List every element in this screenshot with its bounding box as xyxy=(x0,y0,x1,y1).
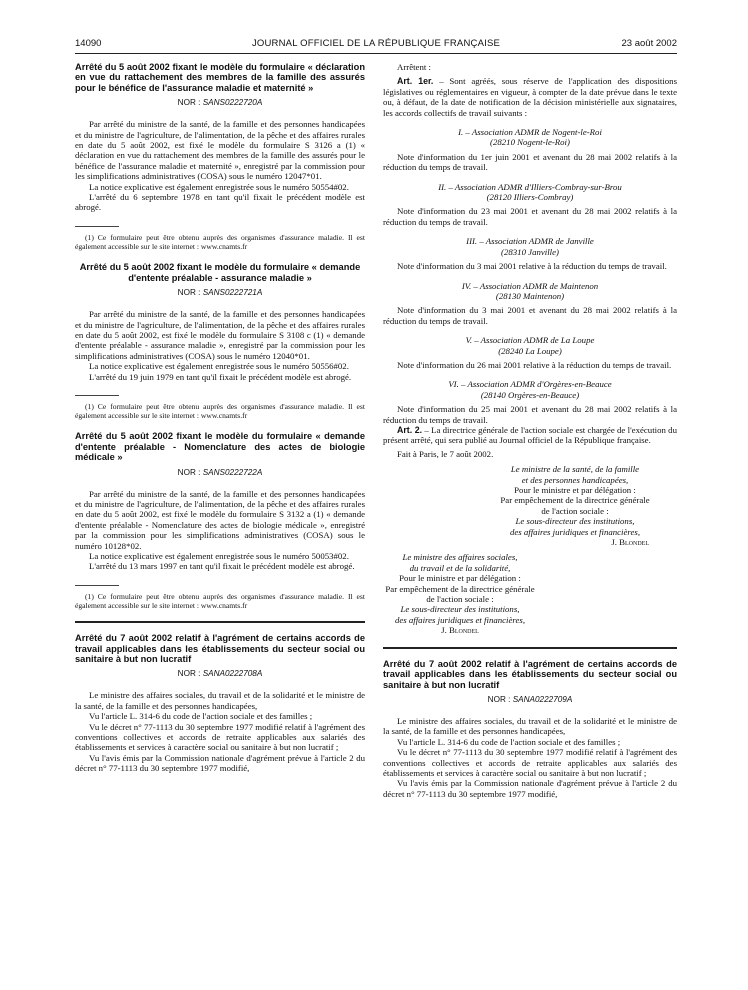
nor-reference: NOR : SANS0222720A xyxy=(177,98,263,108)
association-heading: IV. – Association ADMR de Maintenon xyxy=(461,280,599,291)
decree-paragraph: L'arrêté du 6 septembre 1978 en tant qu'il fixait le précédent modèle est abrogé. xyxy=(75,192,365,213)
page-header xyxy=(75,38,677,52)
agreement-note: Note d'information du 1er juin 2001 et avenant du 28 mai 2002 relatifs à la réduction du temps de travail. xyxy=(383,151,677,173)
agreement-list xyxy=(383,118,677,425)
article-2: Art. 2. – La directrice générale de l'action sociale est chargée de l'exécution du présent arrêté, qui sera publié au Journal officiel de la République française. xyxy=(383,424,677,446)
agreement-note: Note d'information du 25 mai 2001 et avenant du 28 mai 2002 relatifs à la réduction du temps de travail. xyxy=(383,404,677,425)
article-label: Art. 1er. xyxy=(397,76,434,87)
decree-paragraph: La notice explicative est également enregistrée sous le numéro 50554#02. xyxy=(89,181,349,192)
decree-1 xyxy=(75,62,365,251)
association-postcode: (28240 La Loupe) xyxy=(498,345,562,356)
right-column xyxy=(383,62,677,799)
signature-block-1 xyxy=(473,464,677,547)
delegation-line: de l'action sociale : xyxy=(541,505,609,516)
decree-paragraph: La notice explicative est également enregistrée sous le numéro 50053#02. xyxy=(89,551,349,561)
signatory-name: J. Blondel xyxy=(441,625,479,636)
decree-3 xyxy=(75,431,365,610)
signatory-title: Le ministre des affaires sociales, xyxy=(402,552,518,563)
signatory-title: du travail et de la solidarité, xyxy=(409,562,511,573)
decree-5 xyxy=(383,659,677,799)
left-column xyxy=(75,62,365,774)
footnote-separator xyxy=(75,226,119,227)
decree-paragraph: Le ministre des affaires sociales, du travail et de la solidarité et le ministre de la santé, de la famille et des personnes handicapées, xyxy=(383,715,677,737)
decree-paragraph: Par arrêté du ministre de la santé, de la famille et des personnes handicapées et du ministre de l'agriculture, de l'alimentation, de la pêche et des affaires rurales en date du 5 août 2002, est fixé le modèle du formulaire S 3108 c (1) « demande d'entente préalable - assurance maladie », enregistré par la commission pour les simplifications administratives (COSA) sous le numéro 12040*01. xyxy=(75,309,365,361)
decree-paragraph: L'arrêté du 19 juin 1979 en tant qu'il fixait le précédent modèle est abrogé. xyxy=(89,371,352,382)
delegation-line: Par empêchement de la directrice générale xyxy=(500,495,650,506)
journal-title: JOURNAL OFFICIEL DE LA RÉPUBLIQUE FRANÇAISE xyxy=(251,38,501,49)
association-postcode: (28210 Nogent-le-Roi) xyxy=(490,137,570,148)
signatory-name: J. Blondel xyxy=(611,537,649,548)
arretent-heading: Arrêtent : xyxy=(397,62,431,72)
article-1: Art. 1er. – Sont agréés, sous réserve de l'application des dispositions législatives ou réglementaires en vigueur, à compter de la date prévue dans le texte ou, à défaut, de la date de notification de la décision ministérielle aux signataires, les accords collectifs de travail suivants : xyxy=(383,76,678,118)
agreement-note: Note d'information du 23 mai 2001 et avenant du 28 mai 2002 relatifs à la réduction du temps de travail. xyxy=(383,206,677,227)
decree-2 xyxy=(75,262,365,420)
delegate-title: des affaires juridiques et financières, xyxy=(394,614,526,625)
nor-code: SANS0222720A xyxy=(202,98,263,108)
decree-title: Arrêté du 5 août 2002 fixant le modèle du formulaire « demande d'entente préalable - Nomenclature des actes de biologie médicale » xyxy=(75,431,365,463)
decree-paragraph: Vu le décret n° 77-1113 du 30 septembre 1977 modifié relatif à l'agrément des conventions collectives et accords de retraite applicables aux salariés des établissements et services à caractère social ou sanitaire à but non lucratif ; xyxy=(383,747,677,778)
decree-title: Arrêté du 5 août 2002 fixant le modèle du formulaire « déclaration en vue du rattachement des membres de la famille des assurés pour le bénéfice de l'assurance maladie et maternité » xyxy=(75,62,365,93)
decree-paragraph: Par arrêté du ministre de la santé, de la famille et des personnes handicapées et du ministre de l'agriculture, de l'alimentation, de la pêche et des affaires rurales en date du 5 août 2002, est fixé le modèle du formulaire S 3126 a (1) « déclaration en vue du rattachement des membres de la famille des assurés pour le bénéfice de l'assurance maladie et maternité », enregistré par la commission pour les simplifications administratives (COSA) sous le numéro 12047*01. xyxy=(75,119,365,182)
decree-paragraph: Le ministre des affaires sociales, du travail et de la solidarité et le ministre de la santé, de la famille et des personnes handicapées, xyxy=(75,690,365,711)
nor-code: SANS0222721A xyxy=(202,288,263,298)
signed-place-date: Fait à Paris, le 7 août 2002. xyxy=(397,448,494,459)
decree-paragraph: Vu l'article L. 314-6 du code de l'action sociale et des familles ; xyxy=(397,736,621,747)
decree-paragraph: Vu l'avis émis par la Commission nationale d'agrément prévue à l'article 2 du décret n° 77-1113 du 30 septembre 1977 modifié, xyxy=(383,778,677,799)
footnote-separator xyxy=(75,585,119,586)
association-postcode: (28130 Maintenon) xyxy=(495,290,565,301)
delegate-title: Le sous-directeur des institutions, xyxy=(400,604,520,615)
decree-paragraph: L'arrêté du 13 mars 1997 en tant qu'il fixait le précédent modèle est abrogé. xyxy=(89,561,355,572)
footnote: (1) Ce formulaire peut être obtenu auprès des organismes d'assurance maladie. Il est également accessible sur le site internet : www.cnamts.fr xyxy=(75,232,365,252)
decree-title: Arrêté du 7 août 2002 relatif à l'agrément de certains accords de travail applicables dans les établissements du secteur social ou sanitaire à but non lucratif xyxy=(75,633,365,665)
nor-reference: NOR : SANS0222722A xyxy=(177,467,263,477)
signatory-title: Le ministre de la santé, de la famille xyxy=(510,464,640,475)
association-postcode: (28140 Orgères-en-Beauce) xyxy=(480,389,580,400)
association-postcode: (28310 Janville) xyxy=(501,246,559,257)
article-label: Art. 2. xyxy=(397,424,423,435)
footnote: (1) Ce formulaire peut être obtenu auprès des organismes d'assurance maladie. Il est également accessible sur le site internet : www.cnamts.fr xyxy=(75,401,365,421)
delegation-line: Par empêchement de la directrice générale xyxy=(385,583,535,594)
decree-paragraph: Vu l'avis émis par la Commission nationale d'agrément prévue à l'article 2 du décret n° 77-1113 du 30 septembre 1977 modifié, xyxy=(75,752,365,774)
decree-title: Arrêté du 5 août 2002 fixant le modèle du formulaire « demande d'entente préalable - assurance maladie » xyxy=(79,262,361,283)
decree-paragraph: La notice explicative est également enregistrée sous le numéro 50556#02. xyxy=(89,361,349,372)
association-heading: V. – Association ADMR de La Loupe xyxy=(465,335,595,346)
delegation-line: de l'action sociale : xyxy=(426,594,494,605)
section-rule xyxy=(383,647,677,649)
association-postcode: (28120 Illiers-Combray) xyxy=(486,192,574,203)
decree-paragraph: Vu le décret n° 77-1113 du 30 septembre 1977 modifié relatif à l'agrément des conventions collectives et accords de retraite applicables aux salariés des établissements et services à caractère social ou sanitaire à but non lucratif ; xyxy=(75,721,365,753)
decree-title: Arrêté du 7 août 2002 relatif à l'agrément de certains accords de travail applicables dans les établissements du secteur social ou sanitaire à but non lucratif xyxy=(383,658,677,690)
nor-code: SANA0222708A xyxy=(202,669,263,679)
nor-reference: NOR : SANA0222709A xyxy=(487,694,573,704)
section-rule xyxy=(75,621,365,623)
issue-date: 23 août 2002 xyxy=(621,38,677,49)
page-number: 14090 xyxy=(75,38,102,49)
delegation-line: Pour le ministre et par délégation : xyxy=(514,485,636,495)
association-heading: II. – Association ADMR d'Illiers-Combray-sur-Brou xyxy=(438,181,622,192)
association-heading: I. – Association ADMR de Nogent-le-Roi xyxy=(458,127,602,138)
association-heading: VI. – Association ADMR d'Orgères-en-Beauce xyxy=(448,379,612,390)
agreement-note: Note d'information du 3 mai 2001 et avenant du 28 mai 2002 relatifs à la réduction du temps de travail. xyxy=(383,305,677,326)
decree-paragraph: Par arrêté du ministre de la santé, de la famille et des personnes handicapées et du ministre de l'agriculture, de l'alimentation, de la pêche et des affaires rurales en date du 5 août 2002, est fixé le modèle du formulaire S 3132 a (1) « demande d'entente préalable - Nomenclature des actes de biologie médicale », enregistré par la commission pour les simplifications administratives (COSA) sous le numéro 10128*02. xyxy=(75,488,365,551)
nor-reference: NOR : SANA0222708A xyxy=(177,669,263,679)
decree-4 xyxy=(75,633,365,773)
nor-code: SANA0222709A xyxy=(512,694,573,704)
delegate-title: Le sous-directeur des institutions, xyxy=(515,516,635,527)
signatory-title: et des personnes handicapées, xyxy=(521,474,629,485)
delegation-line: Pour le ministre et par délégation : xyxy=(399,573,521,584)
agreement-note: Note d'information du 26 mai 2001 relative à la réduction du temps de travail. xyxy=(397,359,672,370)
signature-block-2 xyxy=(383,552,537,635)
association-heading: III. – Association ADMR de Janville xyxy=(466,236,594,247)
agreement-note: Note d'information du 3 mai 2001 relative à la réduction du temps de travail. xyxy=(397,261,667,272)
footnote: (1) Ce formulaire peut être obtenu auprès des organismes d'assurance maladie. Il est également accessible sur le site internet : www.cnamts.fr xyxy=(75,591,365,611)
nor-reference: NOR : SANS0222721A xyxy=(177,288,263,298)
decree-paragraph: Vu l'article L. 314-6 du code de l'action sociale et des familles ; xyxy=(89,711,313,722)
header-rule xyxy=(75,53,677,54)
nor-code: SANS0222722A xyxy=(202,467,263,477)
footnote-separator xyxy=(75,395,119,396)
delegate-title: des affaires juridiques et financières, xyxy=(509,526,641,537)
